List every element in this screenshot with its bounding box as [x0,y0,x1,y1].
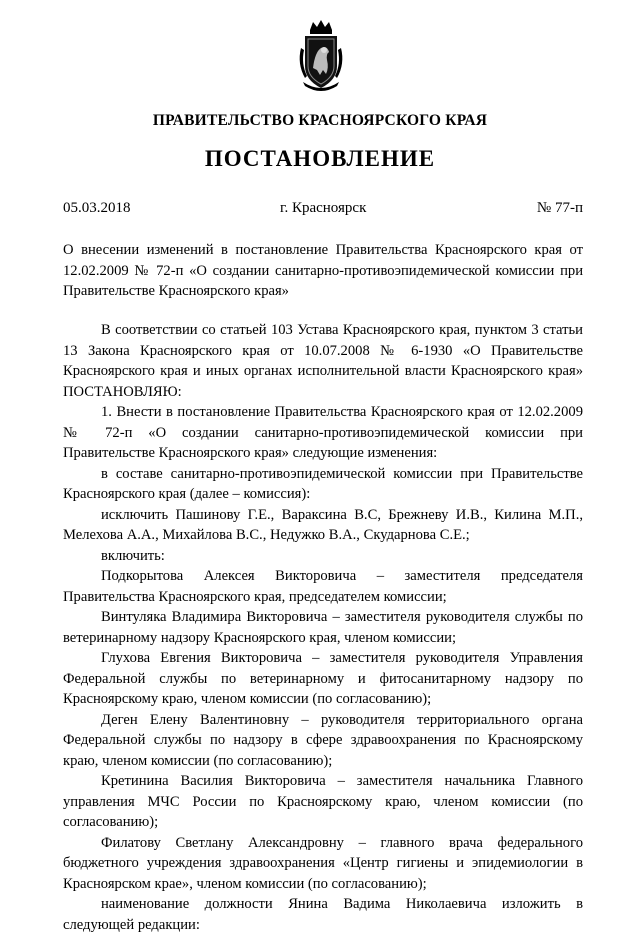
document-date: 05.03.2018 [63,200,131,216]
paragraph: в составе санитарно-противоэпидемической комиссии при Правительстве Красноярского края (далее – комиссия): [63,465,583,502]
paragraph: Подкорытова Алексея Викторовича – заместителя председателя Правительства Красноярского края, председателем комиссии; [63,568,583,605]
paragraph: 1. Внести в постановление Правительства Красноярского края от 12.02.2009 № 72-п «О создании санитарно-противоэпидемической комиссии при Правительстве Красноярского края» следующие изменения: [63,404,583,461]
paragraph: Кретинина Василия Викторовича – заместителя начальника Главного управления МЧС России по Красноярскому краю, членом комиссии (по согласованию); [63,773,583,830]
document-subject: О внесении изменений в постановление Правительства Красноярского края от 12.02.2009 № 72-п «О создании санитарно-противоэпидемической комиссии при Правительстве Красноярского края» [63,242,583,299]
document-number: № 77-п [536,200,583,216]
paragraph: наименование должности Янина Вадима Николаевича изложить в следующей редакции: [63,896,583,933]
document-body [63,320,583,935]
document-type: ПОСТАНОВЛЕНИЕ [204,146,436,171]
paragraph: Глухова Евгения Викторовича – заместителя руководителя Управления Федеральной службы по ветеринарному и фитосанитарному надзору по Красноярскому краю, членом комиссии (по согласованию); [63,650,583,707]
organization-name: ПРАВИТЕЛЬСТВО КРАСНОЯРСКОГО КРАЯ [152,112,488,129]
paragraph: исключить Пашинову Г.Е., Вараксина В.С, Брежневу И.В., Килина М.П., Мелехова А.А., Михайлова В.С., Недужко В.А., Скударнова С.Е.; [63,506,583,543]
paragraph: В соответствии со статьей 103 Устава Красноярского края, пунктом 3 статьи 13 Закона Красноярского края от 10.07.2008 № 6-1930 «О Правительстве Красноярского края и иных органах исполнительной власти Красноярского края» ПОСТАНОВЛЯЮ: [63,322,583,400]
paragraph: Филатову Светлану Александровну – главного врача федерального бюджетного учреждения здравоохранения «Центр гигиены и эпидемиологии в Красноярском крае», членом комиссии (по согласованию); [63,834,583,892]
paragraph: Винтуляка Владимира Викторовича – заместителя руководителя службы по ветеринарному надзору Красноярского края, членом комиссии; [63,609,583,646]
coat-of-arms-icon [293,18,349,92]
paragraph: включить: [101,547,165,564]
paragraph: Деген Елену Валентиновну – руководителя территориального органа Федеральной службы по надзору в сфере здравоохранения по Красноярскому краю, членом комиссии (по согласованию); [63,711,583,769]
document-city: г. Красноярск [280,200,367,216]
